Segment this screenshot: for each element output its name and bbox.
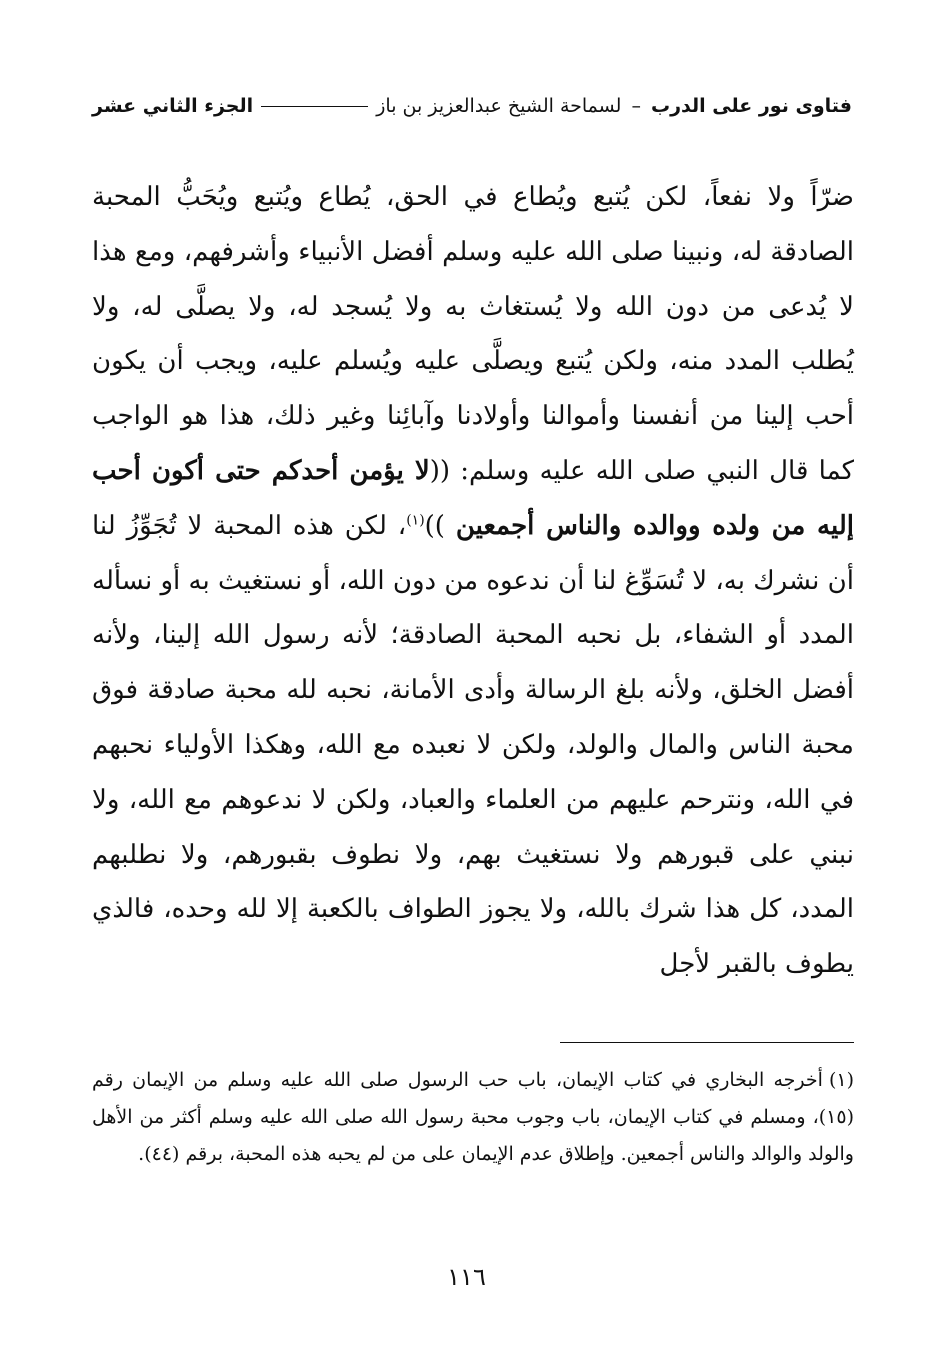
footnote-number: (١) bbox=[828, 1069, 854, 1091]
header-dash: – bbox=[631, 95, 641, 117]
volume-label: الجزء الثاني عشر bbox=[92, 95, 254, 117]
running-header bbox=[92, 92, 852, 120]
header-rule bbox=[261, 106, 368, 107]
header-separator bbox=[625, 92, 647, 120]
footnote-divider bbox=[560, 1042, 854, 1043]
page-number: ١١٦ bbox=[447, 1263, 486, 1291]
text-after-hadith: ، لكن هذه المحبة لا تُجَوِّزُ لنا أن نشرك به، لا تُسَوِّغ لنا أن ندعوه من دون الله، أو نستغيث به أو نسأله المدد أو الشفاء، بل نحبه المحبة الصادقة؛ لأنه رسول الله إلينا، ولأنه أفضل الخلق، ولأنه بلغ الرسالة وأدى الأمانة، نحبه لله محبة صادقة فوق محبة الناس والمال والولد، ولكن لا نعبده مع الله، وهكذا الأولياء نحبهم في الله، ونترحم عليهم من العلماء والعباد، ولكن لا ندعوهم مع الله، ولا نبني على قبورهم ولا نستغيث بهم، ولا نطوف بقبورهم، ولا نطلبهم المدد، كل هذا شرك بالله، ولا يجوز الطواف بالكعبة إلا لله وحده، فالذي يطوف بالقبر لأجل bbox=[92, 510, 854, 980]
hadith-close: )) bbox=[424, 510, 456, 541]
hadith-quote: لا يؤمن أحدكم حتى أكون أحب إليه من ولده ووالده والناس أجمعين bbox=[92, 455, 854, 541]
footnote-text: أخرجه البخاري في كتاب الإيمان، باب حب الرسول صلى الله عليه وسلم من الإيمان رقم (١٥)، ومسلم في كتاب الإيمان، باب وجوب محبة رسول الله صلى الله عليه وسلم أكثر من الأهل والولد والوالد والناس أجمعين. وإطلاق عدم الإيمان على من لم يحبه هذه المحبة، برقم (٤٤). bbox=[92, 1069, 854, 1165]
author-name: لسماحة الشيخ عبدالعزيز بن باز bbox=[376, 95, 622, 117]
text-before-hadith: ضرّاً ولا نفعاً، لكن يُتبع ويُطاع في الحق، يُطاع ويُتبع ويُحَبُّ المحبة الصادقة له، ونبينا صلى الله عليه وسلم أفضل الأنبياء وأشرفهم، ومع هذا لا يُدعى من دون الله ولا يُستغاث به ولا يُسجد له، ولا يصلَّى له، ولا يُطلب المدد منه، ولكن يُتبع ويصلَّى عليه ويُسلم عليه، ويجب أن يكون أحب إلينا من أنفسنا وأموالنا وأولادنا وآبائِنا وغير ذلك، هذا هو الواجب كما قال النبي صلى الله عليه وسلم: (( bbox=[92, 182, 855, 486]
main-text bbox=[92, 170, 854, 992]
footnote-reference[interactable]: (١) bbox=[406, 512, 425, 529]
book-title: فتاوى نور على الدرب bbox=[651, 95, 852, 117]
body-paragraph bbox=[92, 170, 854, 992]
footnote bbox=[92, 1062, 854, 1173]
